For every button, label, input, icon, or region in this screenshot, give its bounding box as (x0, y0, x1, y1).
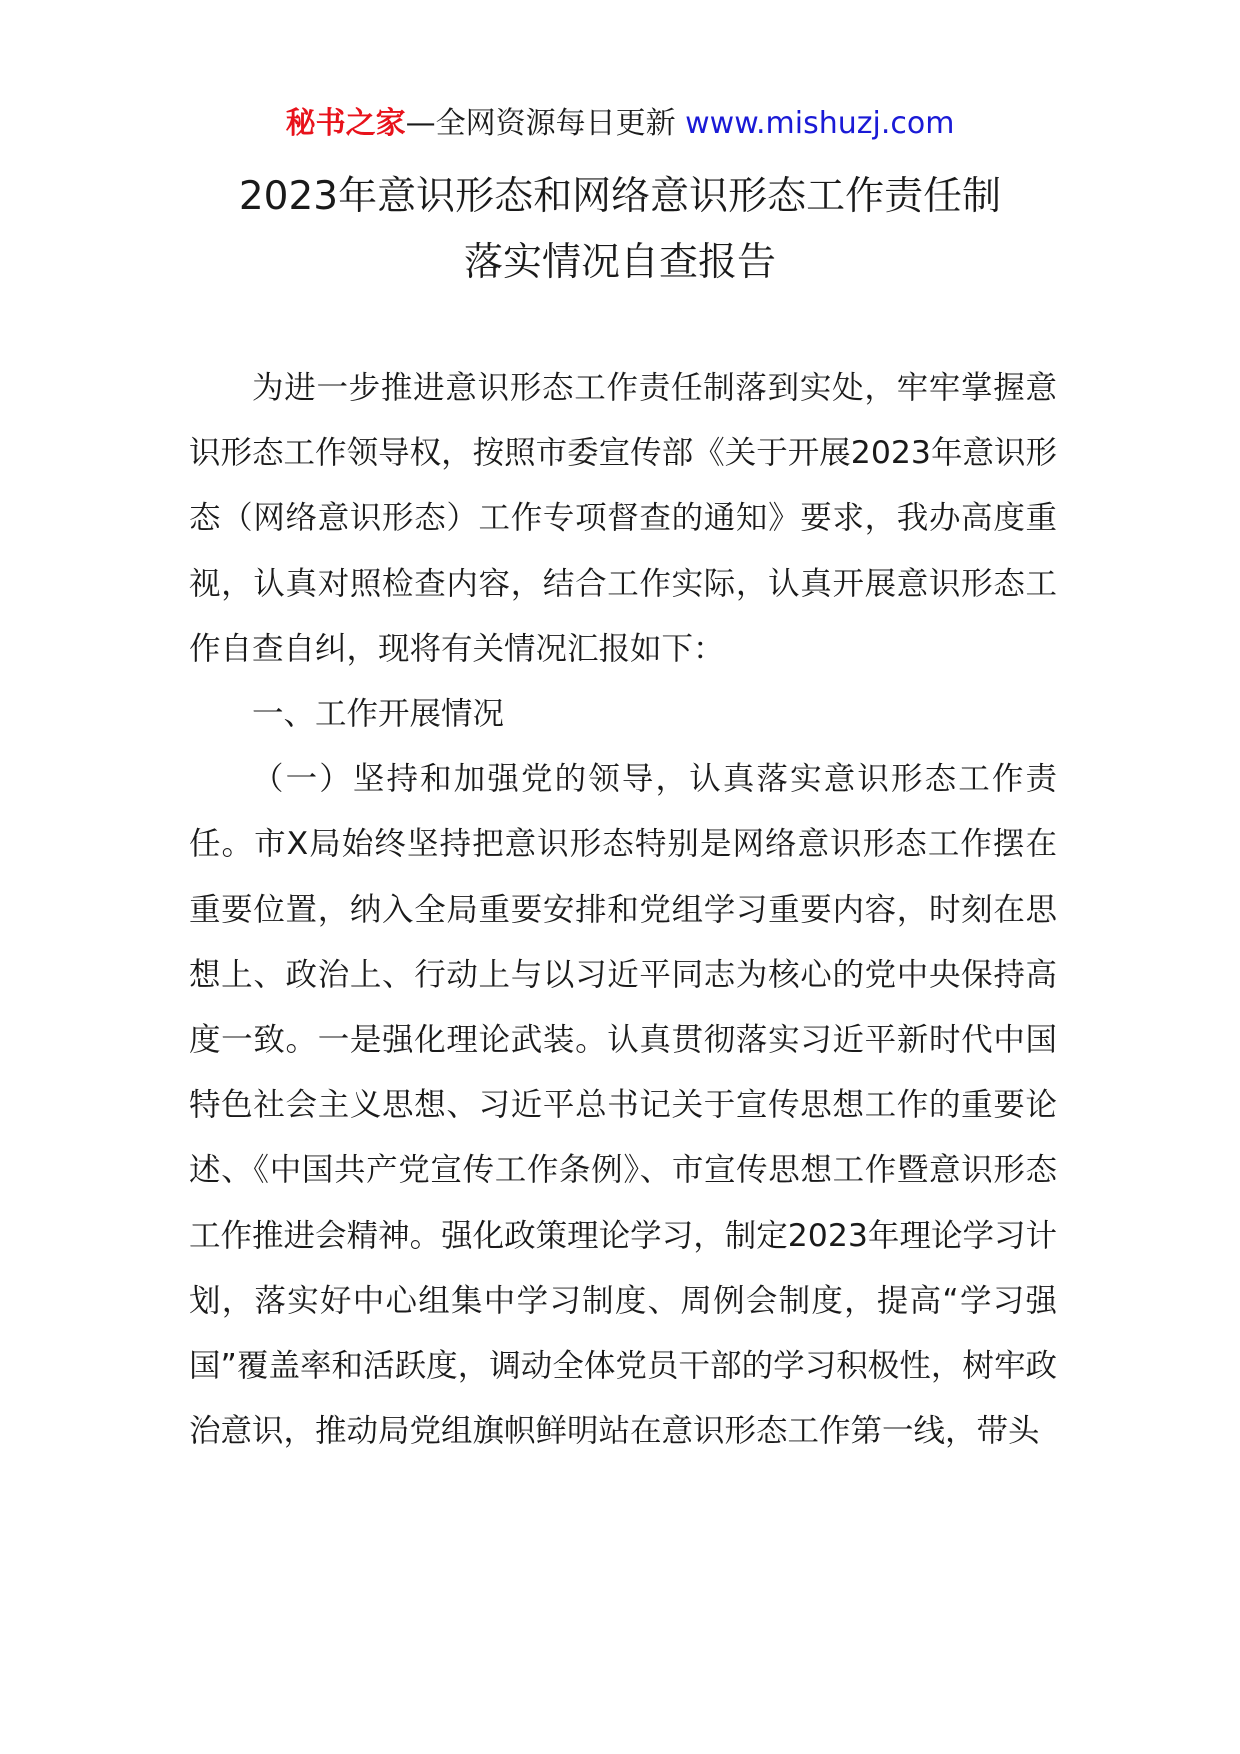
title-line-2: 落实情况自查报告 (463, 240, 776, 285)
document-title (0, 164, 1240, 296)
brand-name: 秘书之家 (285, 106, 406, 141)
section-1-paragraph-1: （一）坚持和加强党的领导，认真落实意识形态工作责任。市X局始终坚持把意识形态特别是网络意识形态工作摆在重要位置，纳入全局重要安排和党组学习重要内容，时刻在思想上、政治上、行动上与以习近平同志为核心的党中央保持高度一致。一是强化理论武装。认真贯彻落实习近平新时代中国特色社会主义思想、习近平总书记关于宣传思想工作的重要论述、《中国共产党宣传工作条例》、市宣传思想工作暨意识形态工作推进会精神。强化政策理论学习，制定2023年理论学习计划，落实好中心组集中学习制度、周例会制度，提高“学习强国”覆盖率和活跃度，调动全体党员干部的学习积极性，树牢政治意识，推动局党组旗帜鲜明站在意识形态工作第一线，带头 (189, 761, 1057, 1450)
title-line-1: 2023年意识形态和网络意识形态工作责任制 (238, 174, 1002, 219)
banner-url: www.mishuzj.com (685, 106, 955, 141)
intro-paragraph: 为进一步推进意识形态工作责任制落到实处，牢牢掌握意识形态工作领导权，按照市委宣传部《关于开展2023年意识形态（网络意识形态）工作专项督查的通知》要求，我办高度重视，认真对照检查内容，结合工作实际，认真开展意识形态工作自查自纠，现将有关情况汇报如下： (189, 370, 1057, 667)
watermark-banner (0, 100, 1240, 148)
document-body (189, 356, 1057, 1464)
section-heading-1: 一、工作开展情况 (252, 696, 505, 733)
banner-slogan: —全网资源每日更新 (405, 106, 676, 141)
